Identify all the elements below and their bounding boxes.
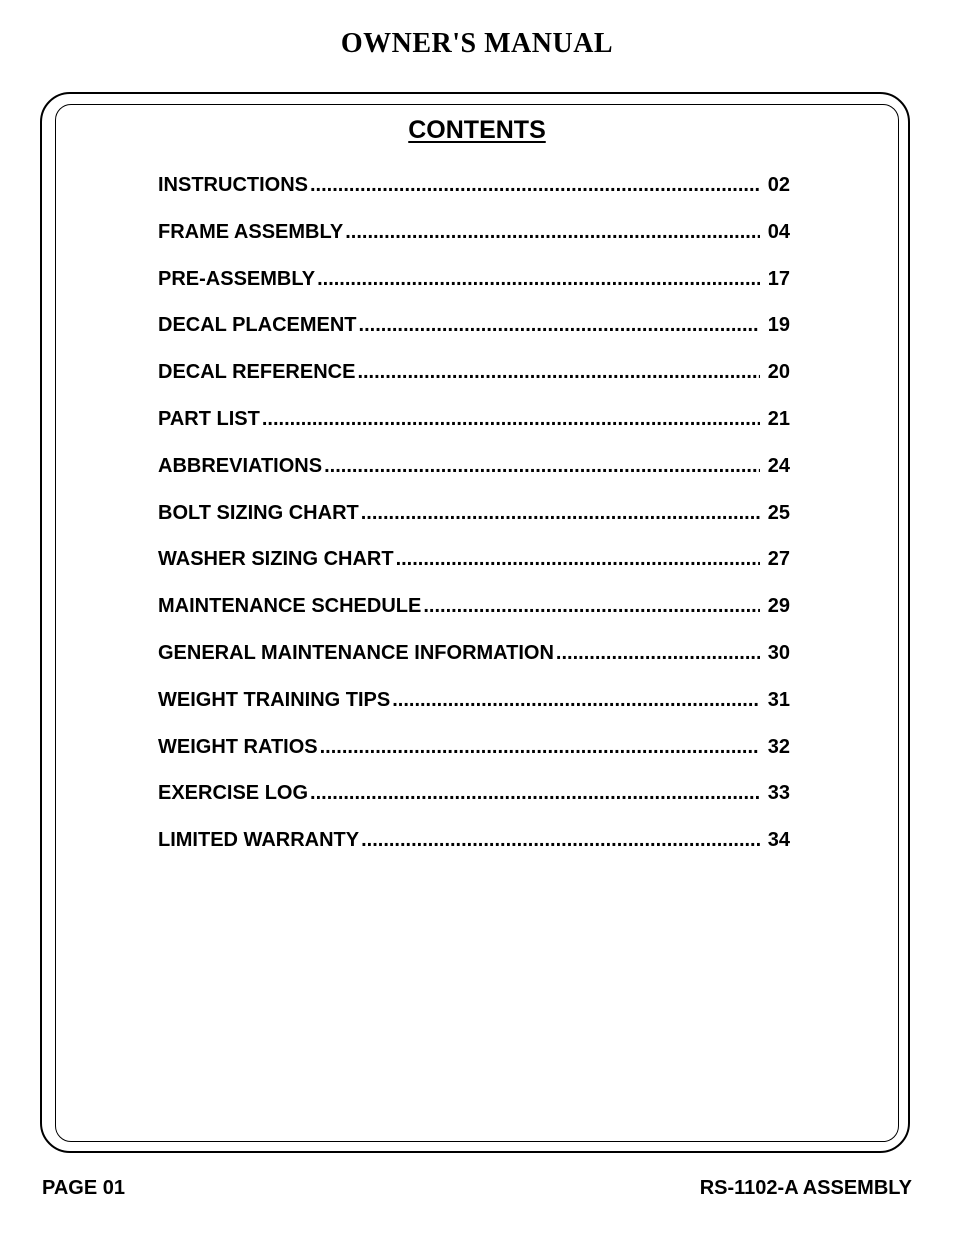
toc-entry bbox=[158, 174, 790, 221]
toc-entry-title: DECAL REFERENCE bbox=[158, 361, 356, 384]
footer-page-number: PAGE 01 bbox=[42, 1177, 125, 1199]
toc-entry bbox=[158, 736, 790, 783]
toc-entry bbox=[158, 268, 790, 315]
toc-entry-page: 21 bbox=[767, 407, 790, 430]
toc-entry-page: 29 bbox=[767, 595, 790, 618]
toc-entry-title: ABBREVIATIONS bbox=[158, 454, 323, 477]
toc-entry bbox=[158, 595, 790, 642]
toc-leader-dots bbox=[345, 221, 760, 244]
toc-leader-dots bbox=[262, 408, 760, 431]
toc-entry-page: 19 bbox=[767, 314, 790, 337]
toc-entry-page: 02 bbox=[767, 174, 790, 196]
toc-leader-dots bbox=[324, 455, 760, 478]
toc-entry-title: LIMITED WARRANTY bbox=[158, 829, 360, 852]
toc-entry-title: INSTRUCTIONS bbox=[158, 174, 308, 196]
toc-leader-dots bbox=[423, 595, 760, 618]
toc-entry bbox=[158, 782, 790, 829]
toc-entry-page: 34 bbox=[767, 829, 790, 852]
toc-entry-page: 17 bbox=[767, 267, 790, 290]
toc-entry-page: 25 bbox=[767, 501, 790, 524]
toc-entry-page: 27 bbox=[767, 548, 790, 571]
toc-entry bbox=[158, 455, 790, 502]
toc-entry-title: DECAL PLACEMENT bbox=[158, 314, 357, 337]
toc-leader-dots bbox=[361, 502, 760, 525]
toc-entry-page: 30 bbox=[767, 641, 790, 664]
toc-entry bbox=[158, 408, 790, 455]
toc-entry bbox=[158, 689, 790, 736]
toc-entry bbox=[158, 829, 790, 876]
toc-leader-dots bbox=[361, 829, 760, 852]
toc-leader-dots bbox=[392, 689, 760, 712]
toc-entry-title: GENERAL MAINTENANCE INFORMATION bbox=[158, 641, 554, 664]
toc-entry-page: 31 bbox=[767, 688, 790, 711]
toc-entry-title: FRAME ASSEMBLY bbox=[158, 220, 344, 243]
toc-entry bbox=[158, 314, 790, 361]
toc-entry-title: WEIGHT TRAINING TIPS bbox=[158, 688, 391, 711]
toc-entry-page: 32 bbox=[767, 735, 790, 758]
contents-heading: CONTENTS bbox=[408, 116, 546, 144]
toc-leader-dots bbox=[359, 314, 760, 337]
toc-entry-title: PART LIST bbox=[158, 407, 260, 430]
toc-entry-title: BOLT SIZING CHART bbox=[158, 501, 359, 524]
toc-leader-dots bbox=[310, 782, 760, 805]
page-title: OWNER'S MANUAL bbox=[340, 28, 614, 59]
toc-entry-title: EXERCISE LOG bbox=[158, 782, 309, 805]
toc-entry-title: WASHER SIZING CHART bbox=[158, 548, 394, 571]
toc-entry-page: 33 bbox=[767, 782, 790, 805]
toc-entry bbox=[158, 361, 790, 408]
toc-leader-dots bbox=[357, 361, 760, 384]
toc-leader-dots bbox=[396, 548, 760, 571]
footer-model-label: RS-1102-A ASSEMBLY bbox=[699, 1177, 912, 1199]
toc-entry bbox=[158, 502, 790, 549]
toc-entry-page: 04 bbox=[767, 220, 790, 243]
toc-leader-dots bbox=[556, 642, 760, 665]
toc-entry-page: 24 bbox=[767, 454, 790, 477]
toc-leader-dots bbox=[310, 174, 760, 197]
toc-entry bbox=[158, 548, 790, 595]
toc-entry bbox=[158, 642, 790, 689]
toc-leader-dots bbox=[320, 736, 760, 759]
table-of-contents bbox=[158, 174, 790, 876]
toc-entry-title: WEIGHT RATIOS bbox=[158, 735, 318, 758]
toc-entry-title: MAINTENANCE SCHEDULE bbox=[158, 595, 422, 618]
toc-leader-dots bbox=[317, 268, 760, 291]
toc-entry-title: PRE-ASSEMBLY bbox=[158, 267, 316, 290]
toc-entry bbox=[158, 221, 790, 268]
toc-entry-page: 20 bbox=[767, 361, 790, 384]
